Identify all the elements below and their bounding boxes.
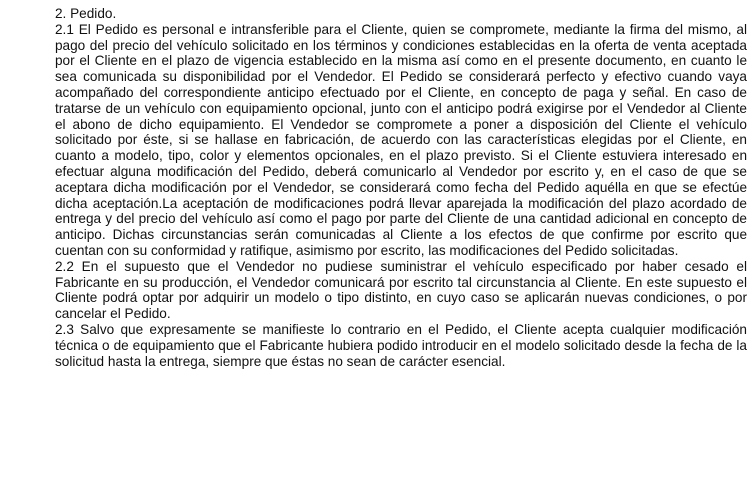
clause-2-2: 2.2 En el supuesto que el Vendedor no pudiese suministrar el vehículo especificado por haber cesado el Fabricante en su producción, el Vendedor comunicará por escrito tal circunstancia al Cliente. En este supuesto el Cliente podrá optar por adquirir un modelo o tipo distinto, en cuyo caso se aplicarán nuevas condiciones, o por cancelar el Pedido. <box>55 258 747 322</box>
section-heading: 2. Pedido. <box>55 6 117 21</box>
clause-2-3: 2.3 Salvo que expresamente se manifieste lo contrario en el Pedido, el Cliente acepta cualquier modificación técnica o de equipamiento que el Fabricante hubiera podido introducir en el modelo solicitado desde la fecha de la solicitud hasta la entrega, siempre que éstas no sean de carácter esencial. <box>55 321 747 369</box>
clause-2-1: 2.1 El Pedido es personal e intransferible para el Cliente, quien se compromete, mediante la firma del mismo, al pago del precio del vehículo solicitado en los términos y condiciones establecidas en la oferta de venta aceptada por el Cliente en el plazo de vigencia establecido en la misma así como en el presente documento, en cuanto le sea comunicada su disponibilidad por el Vendedor. El Pedido se considerará perfecto y efectivo cuando vaya acompañado del correspondiente anticipo efectuado por el Cliente, en concepto de paga y señal. En caso de tratarse de un vehículo con equipamiento opcional, junto con el anticipo podrá exigirse por el Vendedor al Cliente el abono de dicho equipamiento. El Vendedor se compromete a poner a disposición del Cliente el vehículo solicitado por éste, si se hallase en fabricación, de acuerdo con las características elegidas por el Cliente, en cuanto a modelo, tipo, color y elementos opcionales, en el plazo previsto. Si el Cliente estuviera interesado en efectuar alguna modificación del Pedido, deberá comunicarlo al Vendedor por escrito y, en el caso de que se aceptara dicha modificación por el Vendedor, se considerará como fecha del Pedido aquélla en que se efectúe dicha aceptación.La aceptación de modificaciones podrá llevar aparejada la modificación del plazo acordado de entrega y del precio del vehículo así como el pago por parte del Cliente de una cantidad adicional en concepto de anticipo. Dichas circunstancias serán comunicadas al Cliente a los efectos de que confirme por escrito que cuentan con su conformidad y ratifique, asimismo por escrito, las modificaciones del Pedido solicitadas. <box>55 21 747 258</box>
